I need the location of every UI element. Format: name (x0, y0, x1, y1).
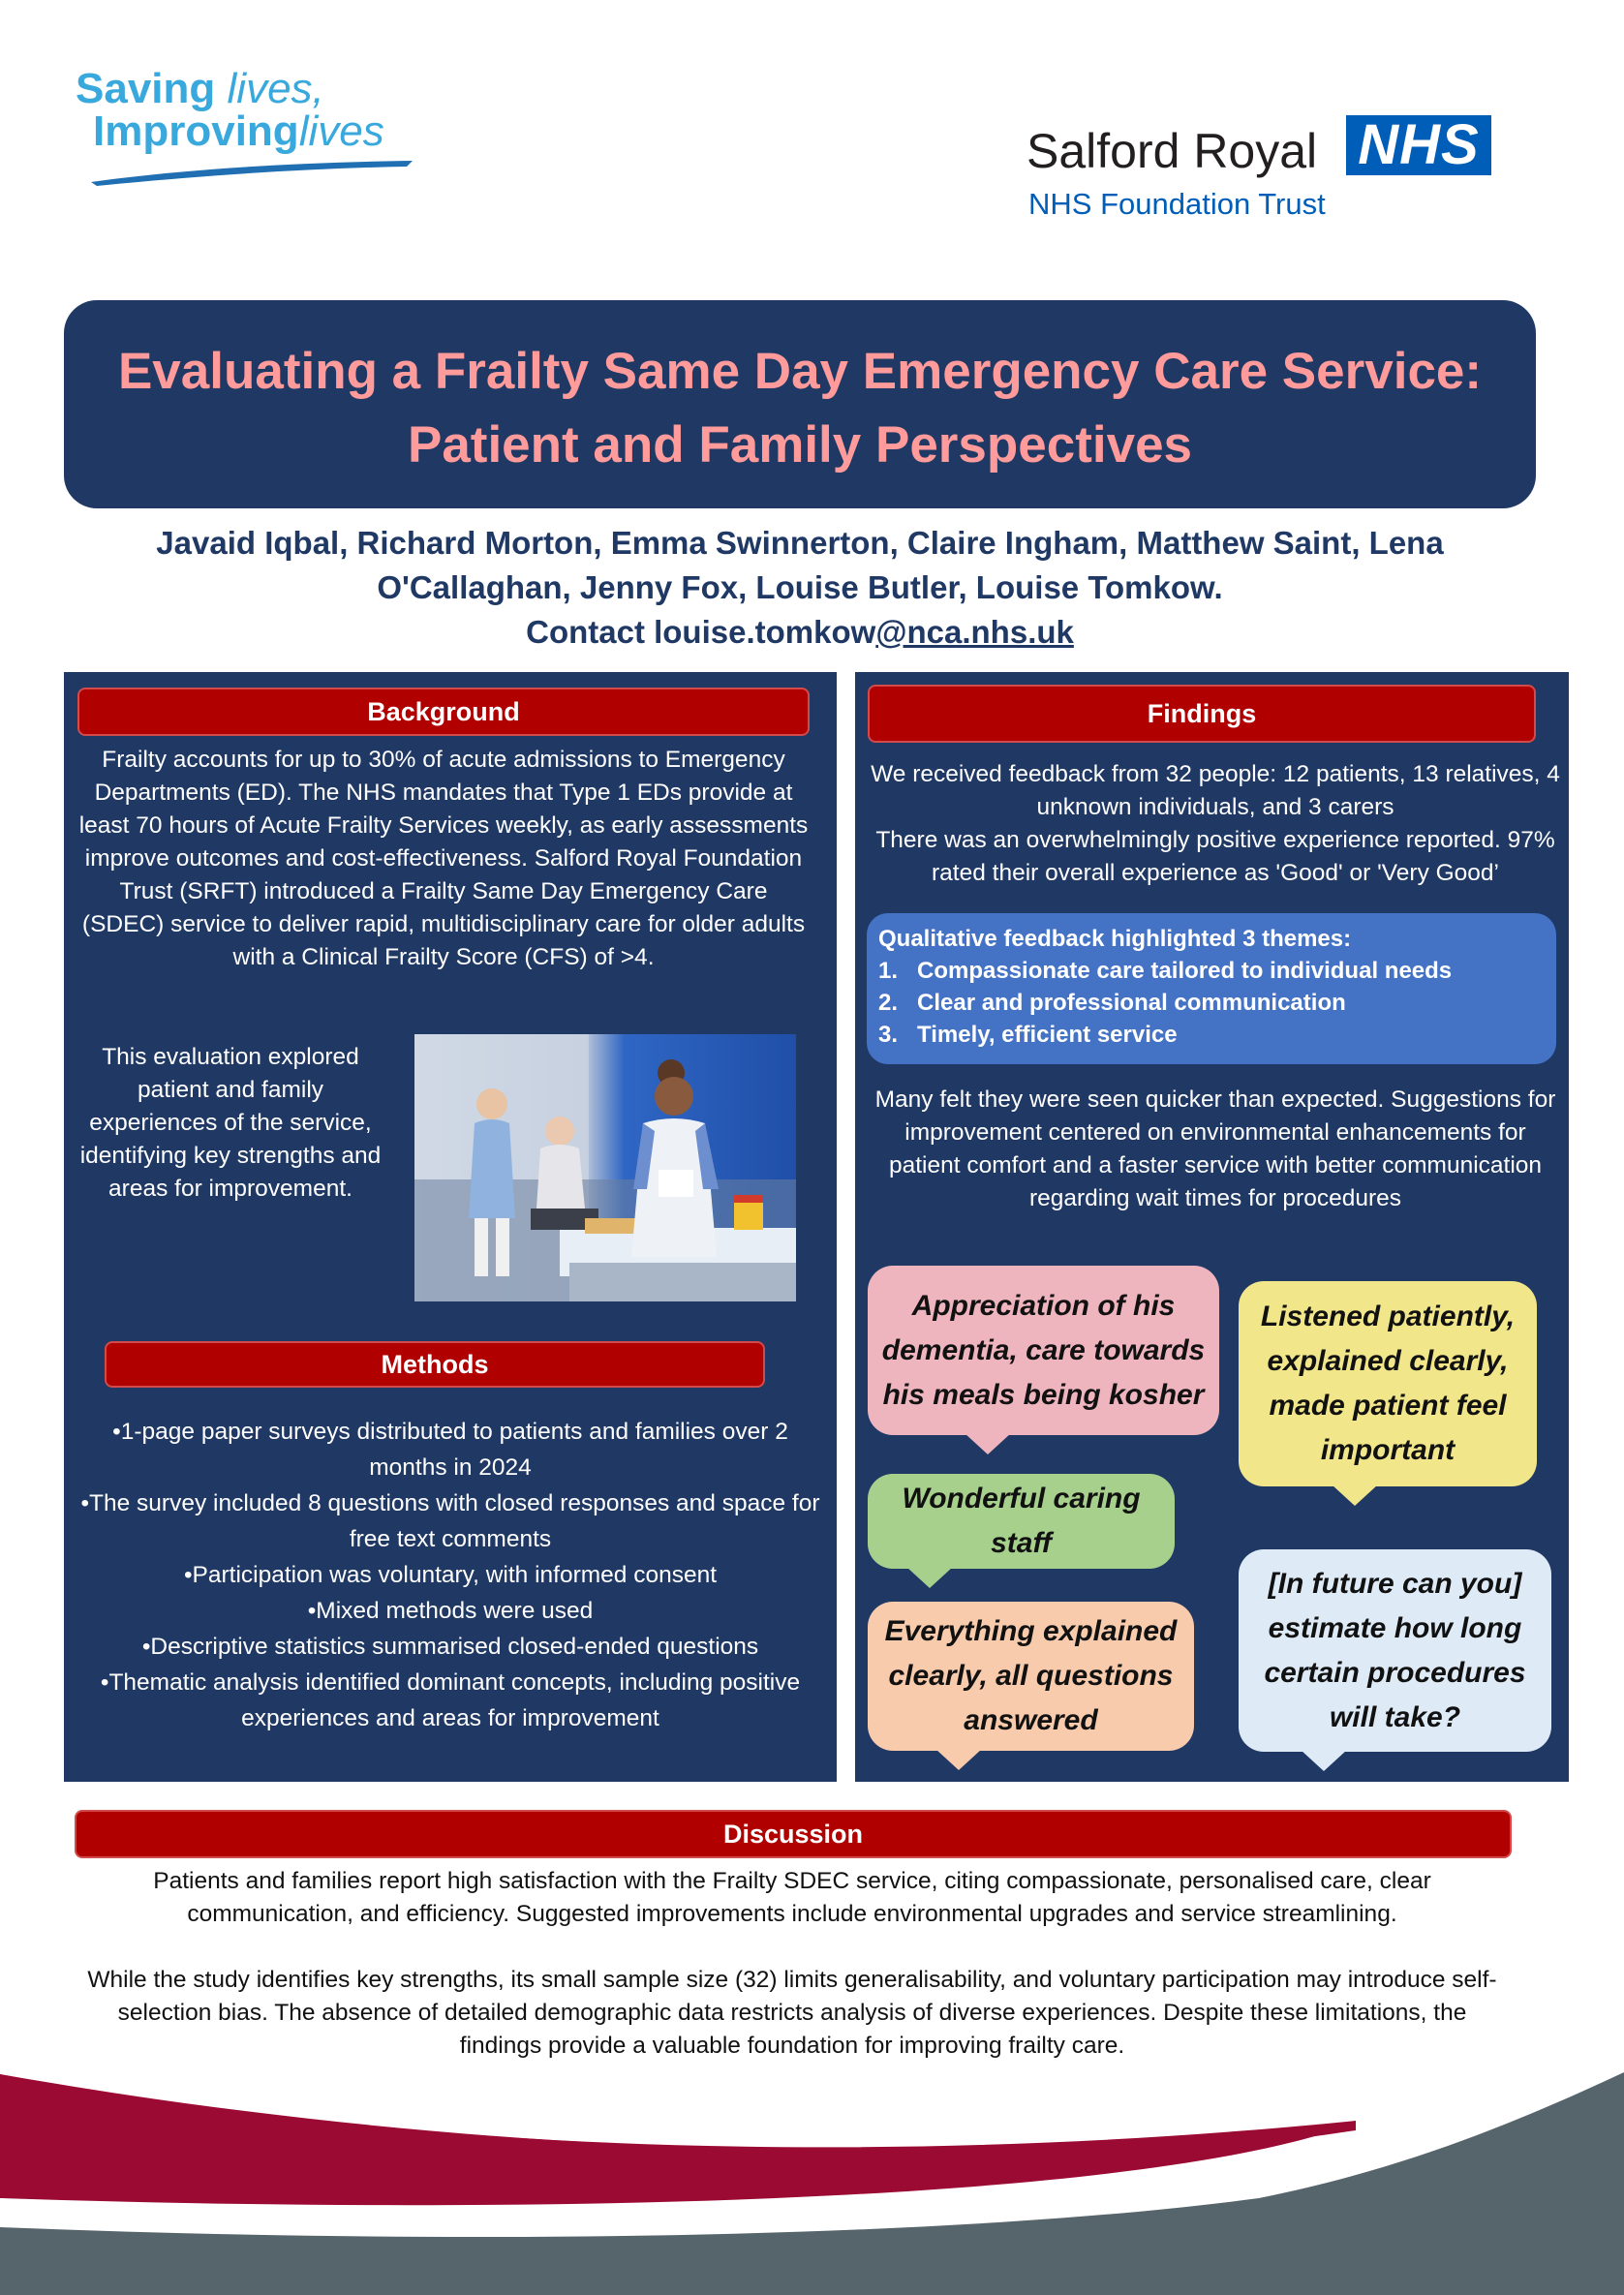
methods-item-text: Descriptive statistics summarised closed-ended questions (150, 1634, 759, 1660)
authors-line-2: O'Callaghan, Jenny Fox, Louise Butler, Louise Tomkow. (377, 569, 1223, 605)
title-line-2: Patient and Family Perspectives (407, 416, 1193, 474)
poster-title (64, 335, 1536, 482)
background-text: Frailty accounts for up to 30% of acute admissions to Emergency Departments (ED). The NHS mandates that Type 1 EDs provide at least 70 hours of Acute Frailty Services weekly, as early assessments improve outcomes and cost-effectiveness. Salford Royal Foundation Trust (SRFT) introduced a Frailty Same Day Emergency Care (SDEC) service to deliver rapid, multidisciplinary care for older adults with a Clinical Frailty Score (CFS) of >4. (78, 747, 809, 970)
theme-item (878, 1019, 1556, 1051)
methods-item-text: The survey included 8 questions with closed responses and space for free text comments (89, 1490, 820, 1552)
trust-name: NHS Foundation Trust (1028, 187, 1326, 221)
salford-royal-nhs-logo (1026, 111, 1501, 228)
title-banner (64, 300, 1536, 508)
methods-list (77, 1414, 823, 1736)
quote-text: Wonderful caring staff (902, 1483, 1141, 1559)
methods-item-text: Thematic analysis identified dominant concepts, including positive experiences and areas for improvement (108, 1669, 801, 1731)
methods-item: •Descriptive statistics summarised closed-ended questions (141, 1634, 759, 1660)
discussion-paragraph-2: While the study identifies key strengths, its small sample size (32) limits generalisability, and voluntary participation may introduce self-selection bias. The absence of detailed demographic data restricts analysis of diverse experiences. Despite these limitations, the findings provide a valuable foundation for improving frailty care. (87, 1967, 1497, 2059)
contact-line (64, 610, 1536, 655)
theme-text: Clear and professional communication (917, 990, 1346, 1016)
quote-text: [In future can you] estimate how long certain procedures will take? (1264, 1567, 1526, 1733)
logo-text-lives-1: lives, (227, 65, 324, 112)
methods-item: •The survey included 8 questions with closed responses and space for free text comments (80, 1490, 820, 1552)
theme-text: Compassionate care tailored to individual needs (917, 958, 1453, 984)
clinic-scene-image (414, 1034, 796, 1301)
footer-swoosh-decoration (0, 2053, 1624, 2295)
theme-number: 3. (878, 1022, 899, 1048)
speech-tail-icon (965, 1433, 1011, 1454)
discussion-text (76, 1865, 1509, 2063)
methods-item-text: Participation was voluntary, with informed consent (192, 1562, 718, 1588)
discussion-heading: Discussion (75, 1810, 1512, 1858)
nhs-mark: NHS (1346, 115, 1491, 175)
quote-bubble-dementia (868, 1266, 1219, 1435)
improvement-suggestions: Many felt they were seen quicker than expected. Suggestions for improvement centered on environmental enhancements for patient comfort and a faster service with better communication regarding wait times for procedures (874, 1086, 1556, 1211)
logo-text-improving: Improving (93, 107, 299, 155)
methods-item: •Mixed methods were used (307, 1598, 594, 1624)
quote-bubble-future (1239, 1549, 1551, 1752)
title-line-1: Evaluating a Frailty Same Day Emergency Care Service: (117, 343, 1483, 400)
methods-item: •1-page paper surveys distributed to patients and families over 2 months in 2024 (112, 1419, 788, 1481)
themes-heading: Qualitative feedback highlighted 3 themes: (878, 926, 1352, 952)
findings-heading: Findings (868, 685, 1536, 743)
discussion-paragraph-1: Patients and families report high satisfaction with the Frailty SDEC service, citing compassionate, personalised care, clear communication, and efficiency. Suggested improvements include environmental upgrades and service streamlining. (153, 1868, 1431, 1927)
quote-text: Appreciation of his dementia, care towards his meals being kosher (881, 1289, 1206, 1411)
contact-email-link[interactable]: @nca.nhs.uk (875, 614, 1074, 650)
methods-heading: Methods (105, 1341, 765, 1388)
quote-text: Everything explained clearly, all questions answered (884, 1615, 1178, 1736)
authors-block (64, 521, 1536, 655)
logo-text-saving: Saving (76, 65, 216, 112)
themes-list (878, 955, 1556, 1051)
evaluation-text: This evaluation explored patient and family experiences of the service, identifying key strengths and areas for improvement. (79, 1044, 382, 1202)
themes-box (867, 913, 1556, 1064)
speech-tail-icon (906, 1567, 953, 1588)
theme-number: 2. (878, 990, 899, 1016)
theme-number: 1. (878, 958, 899, 984)
methods-item: •Participation was voluntary, with informed consent (183, 1562, 718, 1588)
findings-summary (870, 758, 1561, 890)
background-heading: Background (77, 688, 810, 736)
findings-summary-rating: There was an overwhelmingly positive experience reported. 97% rated their overall experience as 'Good' or 'Very Good’ (875, 827, 1555, 886)
methods-item-text: 1-page paper surveys distributed to patients and families over 2 months in 2024 (120, 1419, 788, 1481)
logo-brushstroke-icon (87, 159, 416, 186)
quote-bubble-explained (868, 1602, 1194, 1751)
quote-text: Listened patiently, explained clearly, made patient feel important (1260, 1300, 1516, 1466)
contact-prefix: Contact louise.tomkow (526, 614, 876, 650)
findings-summary-respondents: We received feedback from 32 people: 12 patients, 13 relatives, 4 unknown individuals, and 3 carers (871, 761, 1560, 820)
logo-text-lives-2: lives (298, 107, 384, 155)
speech-tail-icon (1332, 1484, 1378, 1506)
theme-text: Timely, efficient service (917, 1022, 1178, 1048)
quote-bubble-listened (1239, 1281, 1537, 1486)
speech-tail-icon (1301, 1750, 1347, 1771)
authors-line-1: Javaid Iqbal, Richard Morton, Emma Swinnerton, Claire Ingham, Matthew Saint, Lena (156, 525, 1444, 561)
org-name: Salford Royal (1026, 124, 1318, 178)
theme-item (878, 987, 1556, 1019)
methods-item-text: Mixed methods were used (316, 1598, 594, 1624)
saving-lives-logo (76, 64, 424, 190)
methods-item: •Thematic analysis identified dominant concepts, including positive experiences and areas for improvement (100, 1669, 801, 1731)
speech-tail-icon (935, 1749, 982, 1770)
clinic-photo (414, 1034, 796, 1301)
theme-item (878, 955, 1556, 987)
quote-bubble-caring-staff (868, 1474, 1175, 1569)
